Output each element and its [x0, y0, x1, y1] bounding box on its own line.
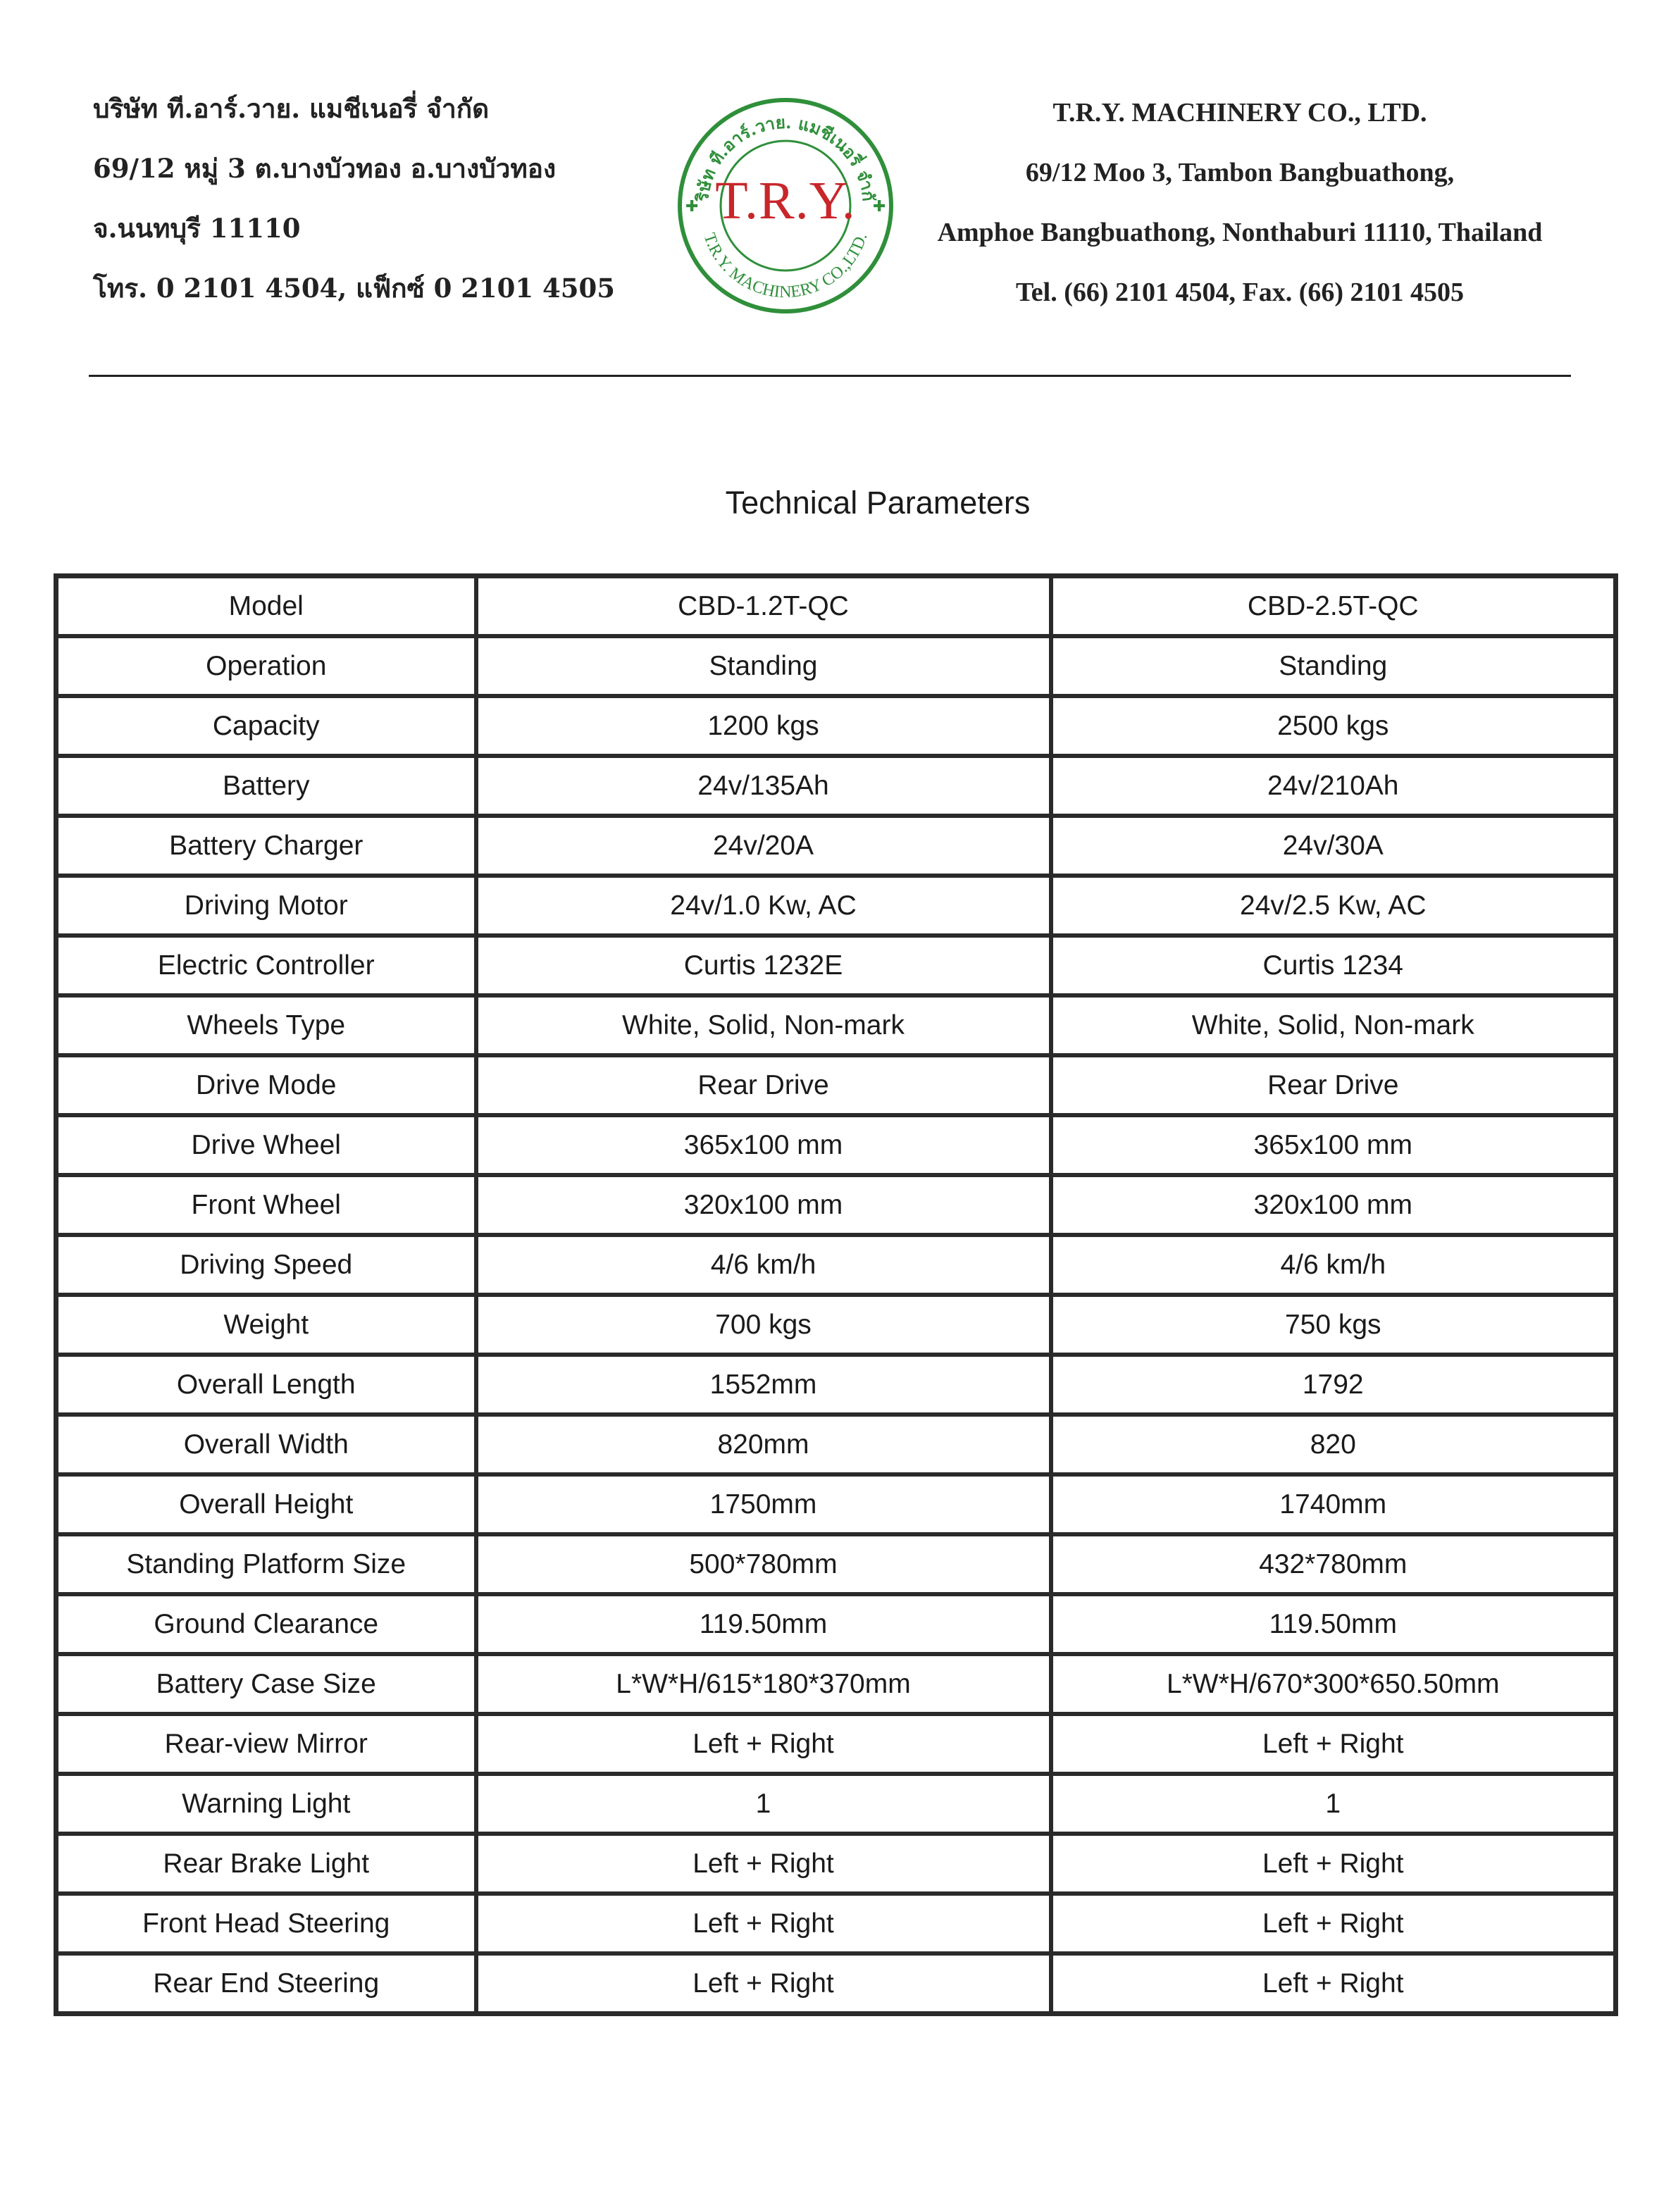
header-divider — [89, 375, 1571, 377]
table-row — [56, 1654, 1616, 1714]
row-label-cell: Electric Controller — [56, 936, 476, 995]
row-label-cell: Battery Case Size — [56, 1654, 476, 1714]
model-a-value-cell: 24v/20A — [476, 816, 1051, 876]
table-row — [56, 1235, 1616, 1295]
table-row — [56, 1953, 1616, 2014]
model-b-value-cell: Left + Right — [1051, 1714, 1616, 1774]
thai-letterhead — [93, 79, 616, 318]
model-b-value-cell: Rear Drive — [1051, 1055, 1616, 1115]
model-b-value-cell: Left + Right — [1051, 1953, 1616, 2014]
model-b-value-cell: 432*780mm — [1051, 1534, 1616, 1594]
row-label-cell: Battery Charger — [56, 816, 476, 876]
row-label-cell: Standing Platform Size — [56, 1534, 476, 1594]
company-seal — [673, 93, 898, 318]
model-b-value-cell: 4/6 km/h — [1051, 1235, 1616, 1295]
row-label-cell: Rear End Steering — [56, 1953, 476, 2014]
table-row — [56, 1415, 1616, 1474]
table-body — [56, 576, 1616, 2014]
row-label-cell: Model — [56, 576, 476, 637]
row-label-cell: Operation — [56, 636, 476, 696]
model-a-value-cell: 1750mm — [476, 1474, 1051, 1534]
row-label-cell: Rear Brake Light — [56, 1834, 476, 1894]
model-a-value-cell: Standing — [476, 636, 1051, 696]
row-label-cell: Weight — [56, 1295, 476, 1355]
model-a-value-cell: Rear Drive — [476, 1055, 1051, 1115]
english-contact: Tel. (66) 2101 4504, Fax. (66) 2101 4505 — [1015, 278, 1465, 307]
row-label-cell: Ground Clearance — [56, 1594, 476, 1654]
english-address-line-2: Amphoe Bangbuathong, Nonthaburi 11110, Thailand — [937, 218, 1543, 247]
english-company-name: T.R.Y. MACHINERY CO., LTD. — [1052, 98, 1427, 128]
table-row — [56, 876, 1616, 936]
table-row — [56, 936, 1616, 995]
model-b-value-cell: 2500 kgs — [1051, 696, 1616, 756]
svg-text:✚: ✚ — [873, 198, 886, 216]
model-b-value-cell: 820 — [1051, 1415, 1616, 1474]
table-row — [56, 756, 1616, 816]
row-label-cell: Wheels Type — [56, 995, 476, 1055]
row-label-cell: Front Wheel — [56, 1175, 476, 1235]
thai-address-line-2: จ.นนทบุรี 11110 — [93, 213, 301, 244]
model-a-value-cell: 320x100 mm — [476, 1175, 1051, 1235]
model-b-value-cell: 1740mm — [1051, 1474, 1616, 1534]
model-a-value-cell: 119.50mm — [476, 1594, 1051, 1654]
table-row — [56, 1175, 1616, 1235]
model-b-value-cell: White, Solid, Non-mark — [1051, 995, 1616, 1055]
model-b-value-cell: 24v/210Ah — [1051, 756, 1616, 816]
model-b-value-cell: 750 kgs — [1051, 1295, 1616, 1355]
model-a-value-cell: 1 — [476, 1774, 1051, 1834]
model-a-value-cell: Left + Right — [476, 1894, 1051, 1953]
model-b-value-cell: 24v/2.5 Kw, AC — [1051, 876, 1616, 936]
svg-text:✚: ✚ — [685, 198, 699, 216]
model-a-value-cell: Curtis 1232E — [476, 936, 1051, 995]
thai-company-name: บริษัท ที.อาร์.วาย. แมชีเนอรี่ จำกัด — [93, 93, 490, 124]
table-row — [56, 1534, 1616, 1594]
model-a-value-cell: 700 kgs — [476, 1295, 1051, 1355]
table-row — [56, 816, 1616, 876]
model-a-value-cell: Left + Right — [476, 1834, 1051, 1894]
row-label-cell: Warning Light — [56, 1774, 476, 1834]
table-row — [56, 636, 1616, 696]
table-row — [56, 1594, 1616, 1654]
table-row — [56, 1295, 1616, 1355]
row-label-cell: Drive Mode — [56, 1055, 476, 1115]
english-address-line-1: 69/12 Moo 3, Tambon Bangbuathong, — [1025, 158, 1455, 187]
row-label-cell: Battery — [56, 756, 476, 816]
model-b-value-cell: 320x100 mm — [1051, 1175, 1616, 1235]
model-a-value-cell: CBD-1.2T-QC — [476, 576, 1051, 637]
row-label-cell: Driving Speed — [56, 1235, 476, 1295]
row-label-cell: Driving Motor — [56, 876, 476, 936]
model-b-value-cell: Standing — [1051, 636, 1616, 696]
row-label-cell: Overall Length — [56, 1355, 476, 1415]
model-a-value-cell: Left + Right — [476, 1714, 1051, 1774]
model-b-value-cell: Curtis 1234 — [1051, 936, 1616, 995]
technical-parameters-table — [54, 573, 1618, 2016]
table-row — [56, 1115, 1616, 1175]
model-b-value-cell: CBD-2.5T-QC — [1051, 576, 1616, 637]
table-row — [56, 576, 1616, 637]
model-a-value-cell: L*W*H/615*180*370mm — [476, 1654, 1051, 1714]
model-b-value-cell: 24v/30A — [1051, 816, 1616, 876]
row-label-cell: Overall Width — [56, 1415, 476, 1474]
table-row — [56, 1834, 1616, 1894]
model-a-value-cell: 4/6 km/h — [476, 1235, 1051, 1295]
model-b-value-cell: 1 — [1051, 1774, 1616, 1834]
model-b-value-cell: 365x100 mm — [1051, 1115, 1616, 1175]
table-row — [56, 696, 1616, 756]
english-letterhead — [902, 83, 1578, 323]
model-b-value-cell: Left + Right — [1051, 1894, 1616, 1953]
table-row — [56, 1355, 1616, 1415]
seal-top-arc-text: ริษัท ที.อาร์.วาย. แมชีเนอรี่ จำกั — [692, 111, 879, 203]
model-b-value-cell: Left + Right — [1051, 1834, 1616, 1894]
thai-address-line-1: 69/12 หมู่ 3 ต.บางบัวทอง อ.บางบัวทอง — [93, 153, 557, 184]
thai-contact: โทร. 0 2101 4504, แฟ็กซ์ 0 2101 4505 — [93, 273, 616, 304]
table-row — [56, 1714, 1616, 1774]
table-row — [56, 995, 1616, 1055]
model-a-value-cell: 1552mm — [476, 1355, 1051, 1415]
table-row — [56, 1055, 1616, 1115]
row-label-cell: Drive Wheel — [56, 1115, 476, 1175]
model-a-value-cell: 500*780mm — [476, 1534, 1051, 1594]
row-label-cell: Overall Height — [56, 1474, 476, 1534]
model-a-value-cell: 820mm — [476, 1415, 1051, 1474]
model-a-value-cell: White, Solid, Non-mark — [476, 995, 1051, 1055]
row-label-cell: Rear-view Mirror — [56, 1714, 476, 1774]
model-a-value-cell: 365x100 mm — [476, 1115, 1051, 1175]
model-a-value-cell: 24v/135Ah — [476, 756, 1051, 816]
model-b-value-cell: 119.50mm — [1051, 1594, 1616, 1654]
model-a-value-cell: Left + Right — [476, 1953, 1051, 2014]
table-row — [56, 1474, 1616, 1534]
table-row — [56, 1894, 1616, 1953]
seal-center-text: T.R.Y. — [715, 171, 856, 230]
model-b-value-cell: L*W*H/670*300*650.50mm — [1051, 1654, 1616, 1714]
model-b-value-cell: 1792 — [1051, 1355, 1616, 1415]
model-a-value-cell: 24v/1.0 Kw, AC — [476, 876, 1051, 936]
row-label-cell: Capacity — [56, 696, 476, 756]
model-a-value-cell: 1200 kgs — [476, 696, 1051, 756]
seal-bottom-arc-text: T.R.Y. MACHINERY CO.,LTD. — [700, 230, 871, 302]
table-row — [56, 1774, 1616, 1834]
page-title: Technical Parameters — [725, 485, 1031, 521]
row-label-cell: Front Head Steering — [56, 1894, 476, 1953]
